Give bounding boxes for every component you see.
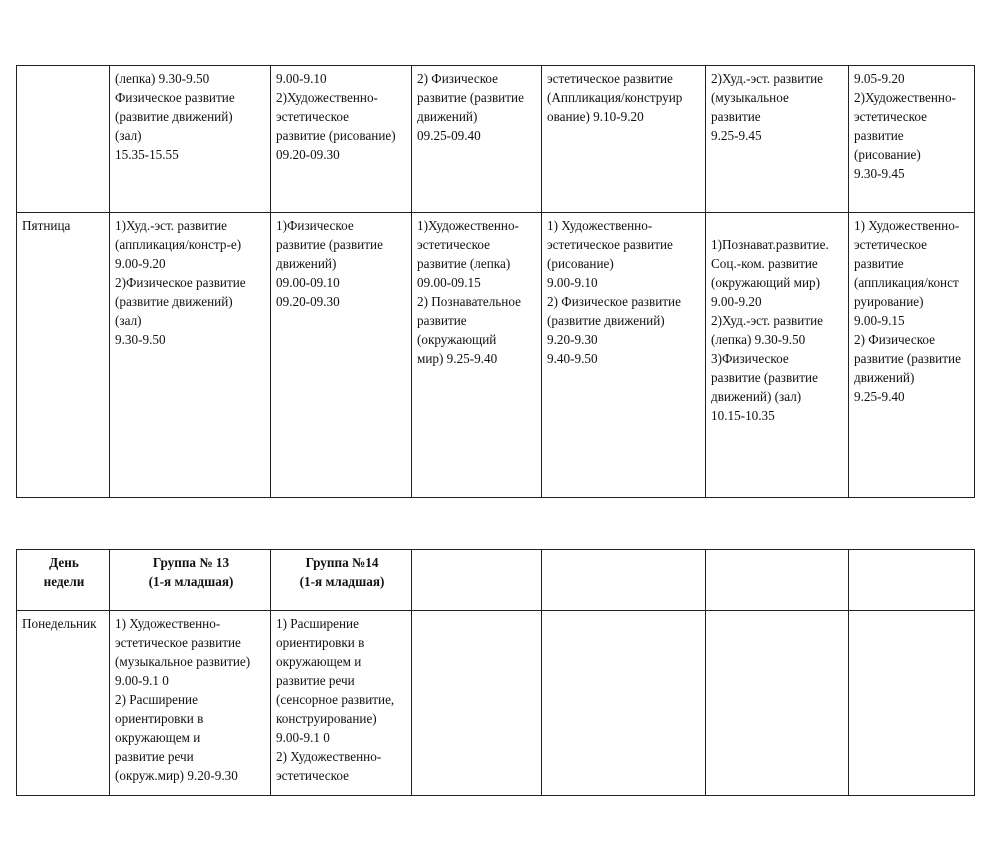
schedule-cell: 1)Познават.развитие. Соц.-ком. развитие (окружающий мир) 9.00-9.20 2)Худ.-эст. развитие (лепка) 9.30-9.50 3)Физическое развитие (развитие движений) (зал) 10.15-10.35	[706, 213, 849, 498]
schedule-cell: 1) Расширение ориентировки в окружающем и развитие речи (сенсорное развитие, конструирование) 9.00-9.1 0 2) Художественно- эстетическое	[271, 611, 412, 796]
schedule-table-top	[16, 65, 975, 498]
header-row	[17, 550, 975, 611]
schedule-cell: 2)Худ.-эст. развитие (музыкальное развитие 9.25-9.45	[706, 66, 849, 213]
schedule-cell	[849, 611, 975, 796]
header-cell: Группа №14 (1-я младшая)	[271, 550, 412, 611]
schedule-cell	[412, 611, 542, 796]
schedule-cell: эстетическое развитие (Аппликация/конструир ование) 9.10-9.20	[542, 66, 706, 213]
schedule-table-bottom	[16, 549, 975, 796]
schedule-cell: 9.05-9.20 2)Художественно- эстетическое развитие (рисование) 9.30-9.45	[849, 66, 975, 213]
schedule-cell: 1)Художественно- эстетическое развитие (лепка) 09.00-09.15 2) Познавательное развитие (окружающий мир) 9.25-9.40	[412, 213, 542, 498]
table-row	[17, 66, 975, 213]
schedule-cell: 1)Худ.-эст. развитие (аппликация/констр-е) 9.00-9.20 2)Физическое развитие (развитие движений) (зал) 9.30-9.50	[110, 213, 271, 498]
day-cell	[17, 66, 110, 213]
header-cell	[706, 550, 849, 611]
schedule-cell	[706, 611, 849, 796]
schedule-cell: 1) Художественно- эстетическое развитие (музыкальное развитие) 9.00-9.1 0 2) Расширение ориентировки в окружающем и развитие речи (окруж.мир) 9.20-9.30	[110, 611, 271, 796]
header-cell: День недели	[17, 550, 110, 611]
schedule-cell	[542, 611, 706, 796]
header-cell: Группа № 13 (1-я младшая)	[110, 550, 271, 611]
header-cell	[849, 550, 975, 611]
schedule-cell: 1)Физическое развитие (развитие движений) 09.00-09.10 09.20-09.30	[271, 213, 412, 498]
table-row	[17, 213, 975, 498]
day-cell: Пятница	[17, 213, 110, 498]
table-row	[17, 611, 975, 796]
schedule-cell: 1) Художественно- эстетическое развитие (рисование) 9.00-9.10 2) Физическое развитие (развитие движений) 9.20-9.30 9.40-9.50	[542, 213, 706, 498]
schedule-cell: 2) Физическое развитие (развитие движений) 09.25-09.40	[412, 66, 542, 213]
day-cell: Понедельник	[17, 611, 110, 796]
header-cell	[412, 550, 542, 611]
header-cell	[542, 550, 706, 611]
schedule-cell: 1) Художественно- эстетическое развитие (аппликация/конст руирование) 9.00-9.15 2) Физическое развитие (развитие движений) 9.25-9.40	[849, 213, 975, 498]
schedule-cell: (лепка) 9.30-9.50 Физическое развитие (развитие движений) (зал) 15.35-15.55	[110, 66, 271, 213]
schedule-cell: 9.00-9.10 2)Художественно- эстетическое развитие (рисование) 09.20-09.30	[271, 66, 412, 213]
